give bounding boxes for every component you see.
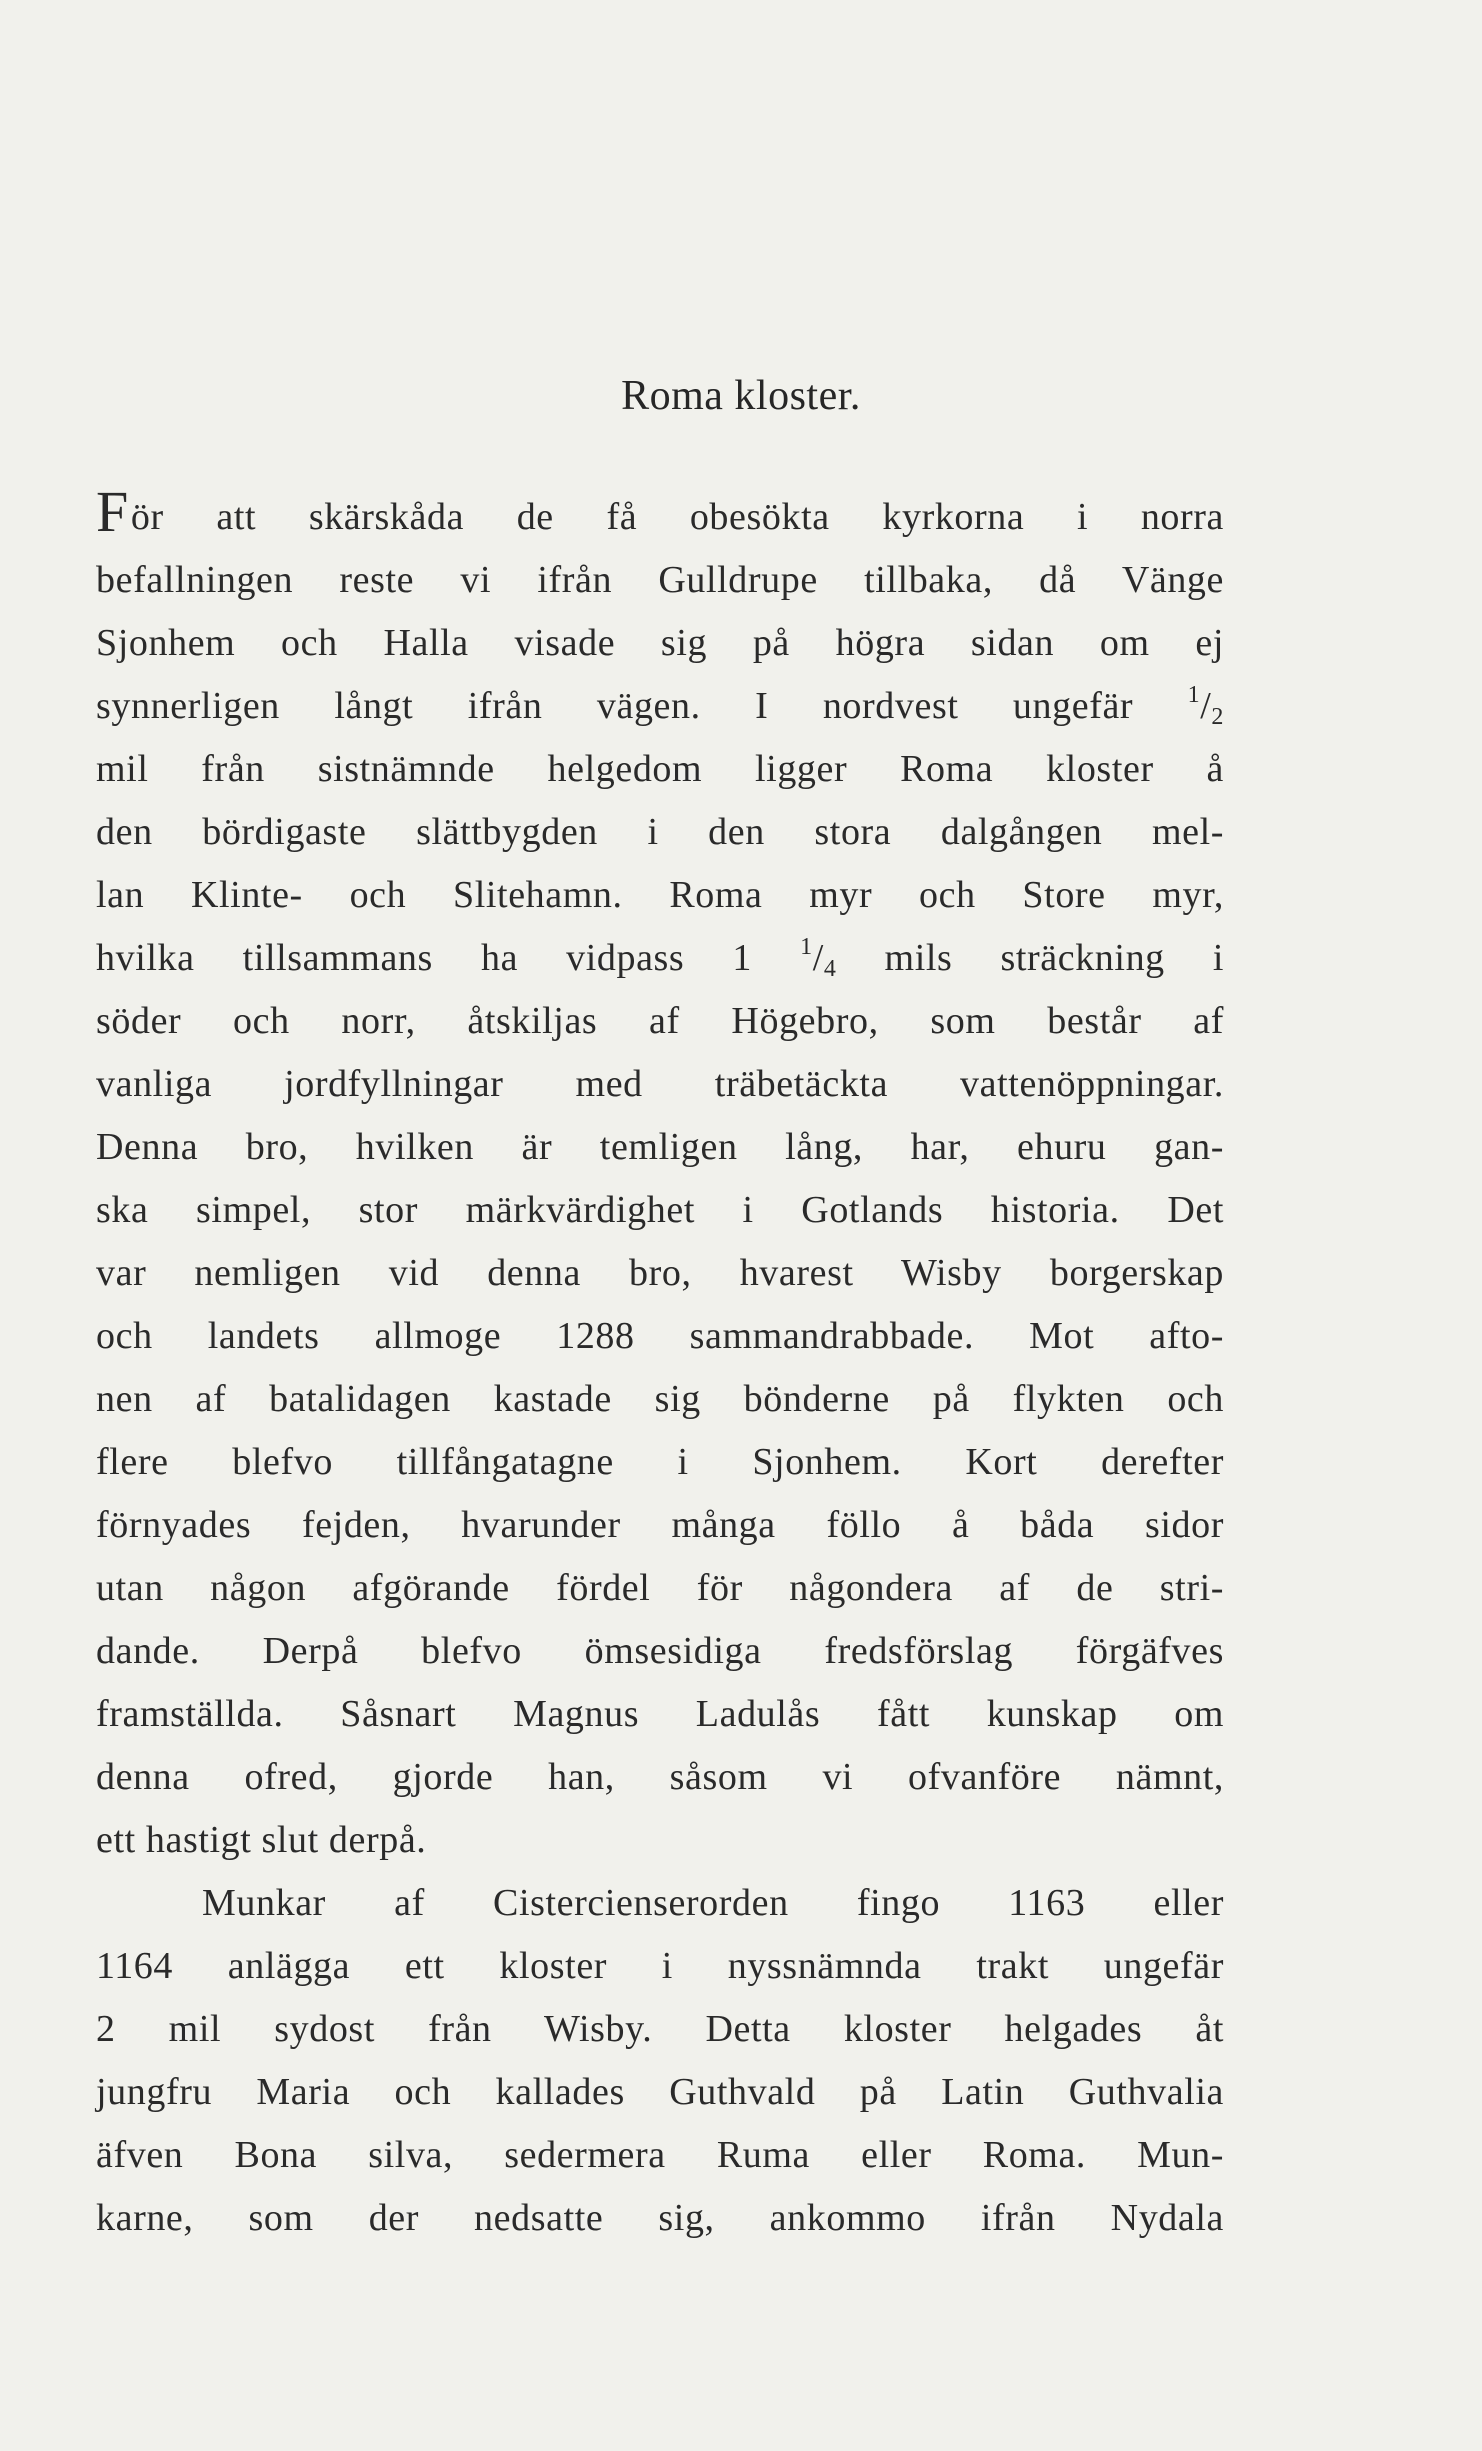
chapter-title: Roma kloster.	[621, 373, 861, 419]
text-line: 2 mil sydost från Wisby. Detta kloster helgades åt	[96, 2008, 1224, 2050]
text-line: 1164 anlägga ett kloster i nyssnämnda trakt ungefär	[96, 1945, 1224, 1987]
text-line	[96, 479, 1224, 549]
text-line: vanliga jordfyllningar med träbetäckta vattenöppningar.	[96, 1063, 1224, 1105]
text-line: dande. Derpå blefvo ömsesidiga fredsförslag förgäfves	[96, 1630, 1224, 1672]
text-line: ett hastigt slut derpå.	[96, 1819, 427, 1861]
line-text: synnerligen långt ifrån vägen. I nordvest ungefär	[96, 685, 1188, 727]
fraction-denominator: 2	[1211, 704, 1224, 730]
text-line: framställda. Såsnart Magnus Ladulås fått kunskap om	[96, 1693, 1224, 1735]
text-line: lan Klinte- och Slitehamn. Roma myr och Store myr,	[96, 874, 1224, 916]
text-line: jungfru Maria och kallades Guthvald på Latin Guthvalia	[96, 2071, 1224, 2113]
text-line: mil från sistnämnde helgedom ligger Roma kloster å	[96, 748, 1224, 790]
text-line: karne, som der nedsatte sig, ankommo ifrån Nydala	[96, 2197, 1224, 2239]
text-line: ska simpel, stor märkvärdighet i Gotlands historia. Det	[96, 1189, 1224, 1231]
text-line: äfven Bona silva, sedermera Ruma eller Roma. Mun-	[96, 2134, 1224, 2176]
text-line: flere blefvo tillfångatagne i Sjonhem. Kort derefter	[96, 1441, 1224, 1483]
fraction: $^1/_4$	[800, 934, 837, 982]
text-line: utan någon afgörande fördel för någondera af de stri-	[96, 1567, 1224, 1609]
fraction-numerator: 1	[1187, 682, 1201, 708]
fraction: $^1/_2$	[1187, 682, 1224, 730]
text-line: Sjonhem och Halla visade sig på högra sidan om ej	[96, 622, 1224, 664]
text-line: förnyades fejden, hvarunder många föllo å båda sidor	[96, 1504, 1224, 1546]
line-text: ör att skärskåda de få obesökta kyrkorna i norra	[130, 496, 1224, 538]
line-text: mils sträckning i	[836, 937, 1225, 979]
text-line: nen af batalidagen kastade sig bönderne på flykten och	[96, 1378, 1224, 1420]
text-line	[96, 927, 1224, 990]
text-line: Denna bro, hvilken är temligen lång, har, ehuru gan-	[96, 1126, 1224, 1168]
body-text	[96, 479, 1225, 2250]
line-text: hvilka tillsammans ha vidpass 1	[96, 937, 801, 979]
text-line: den bördigaste slättbygden i den stora dalgången mel-	[96, 811, 1224, 853]
fraction-numerator: 1	[800, 934, 813, 960]
text-line: denna ofred, gjorde han, såsom vi ofvanföre nämnt,	[96, 1756, 1224, 1798]
fraction-denominator: 4	[823, 956, 837, 982]
text-line: och landets allmoge 1288 sammandrabbade. Mot afto-	[96, 1315, 1224, 1357]
text-line: Munkar af Cistercienserorden fingo 1163 eller	[202, 1882, 1224, 1924]
text-line: söder och norr, åtskiljas af Högebro, som består af	[96, 1000, 1224, 1042]
text-line: var nemligen vid denna bro, hvarest Wisby borgerskap	[96, 1252, 1224, 1294]
drop-cap: F	[96, 479, 129, 544]
text-line	[96, 675, 1224, 738]
text-line: befallningen reste vi ifrån Gulldrupe tillbaka, då Vänge	[96, 559, 1224, 601]
